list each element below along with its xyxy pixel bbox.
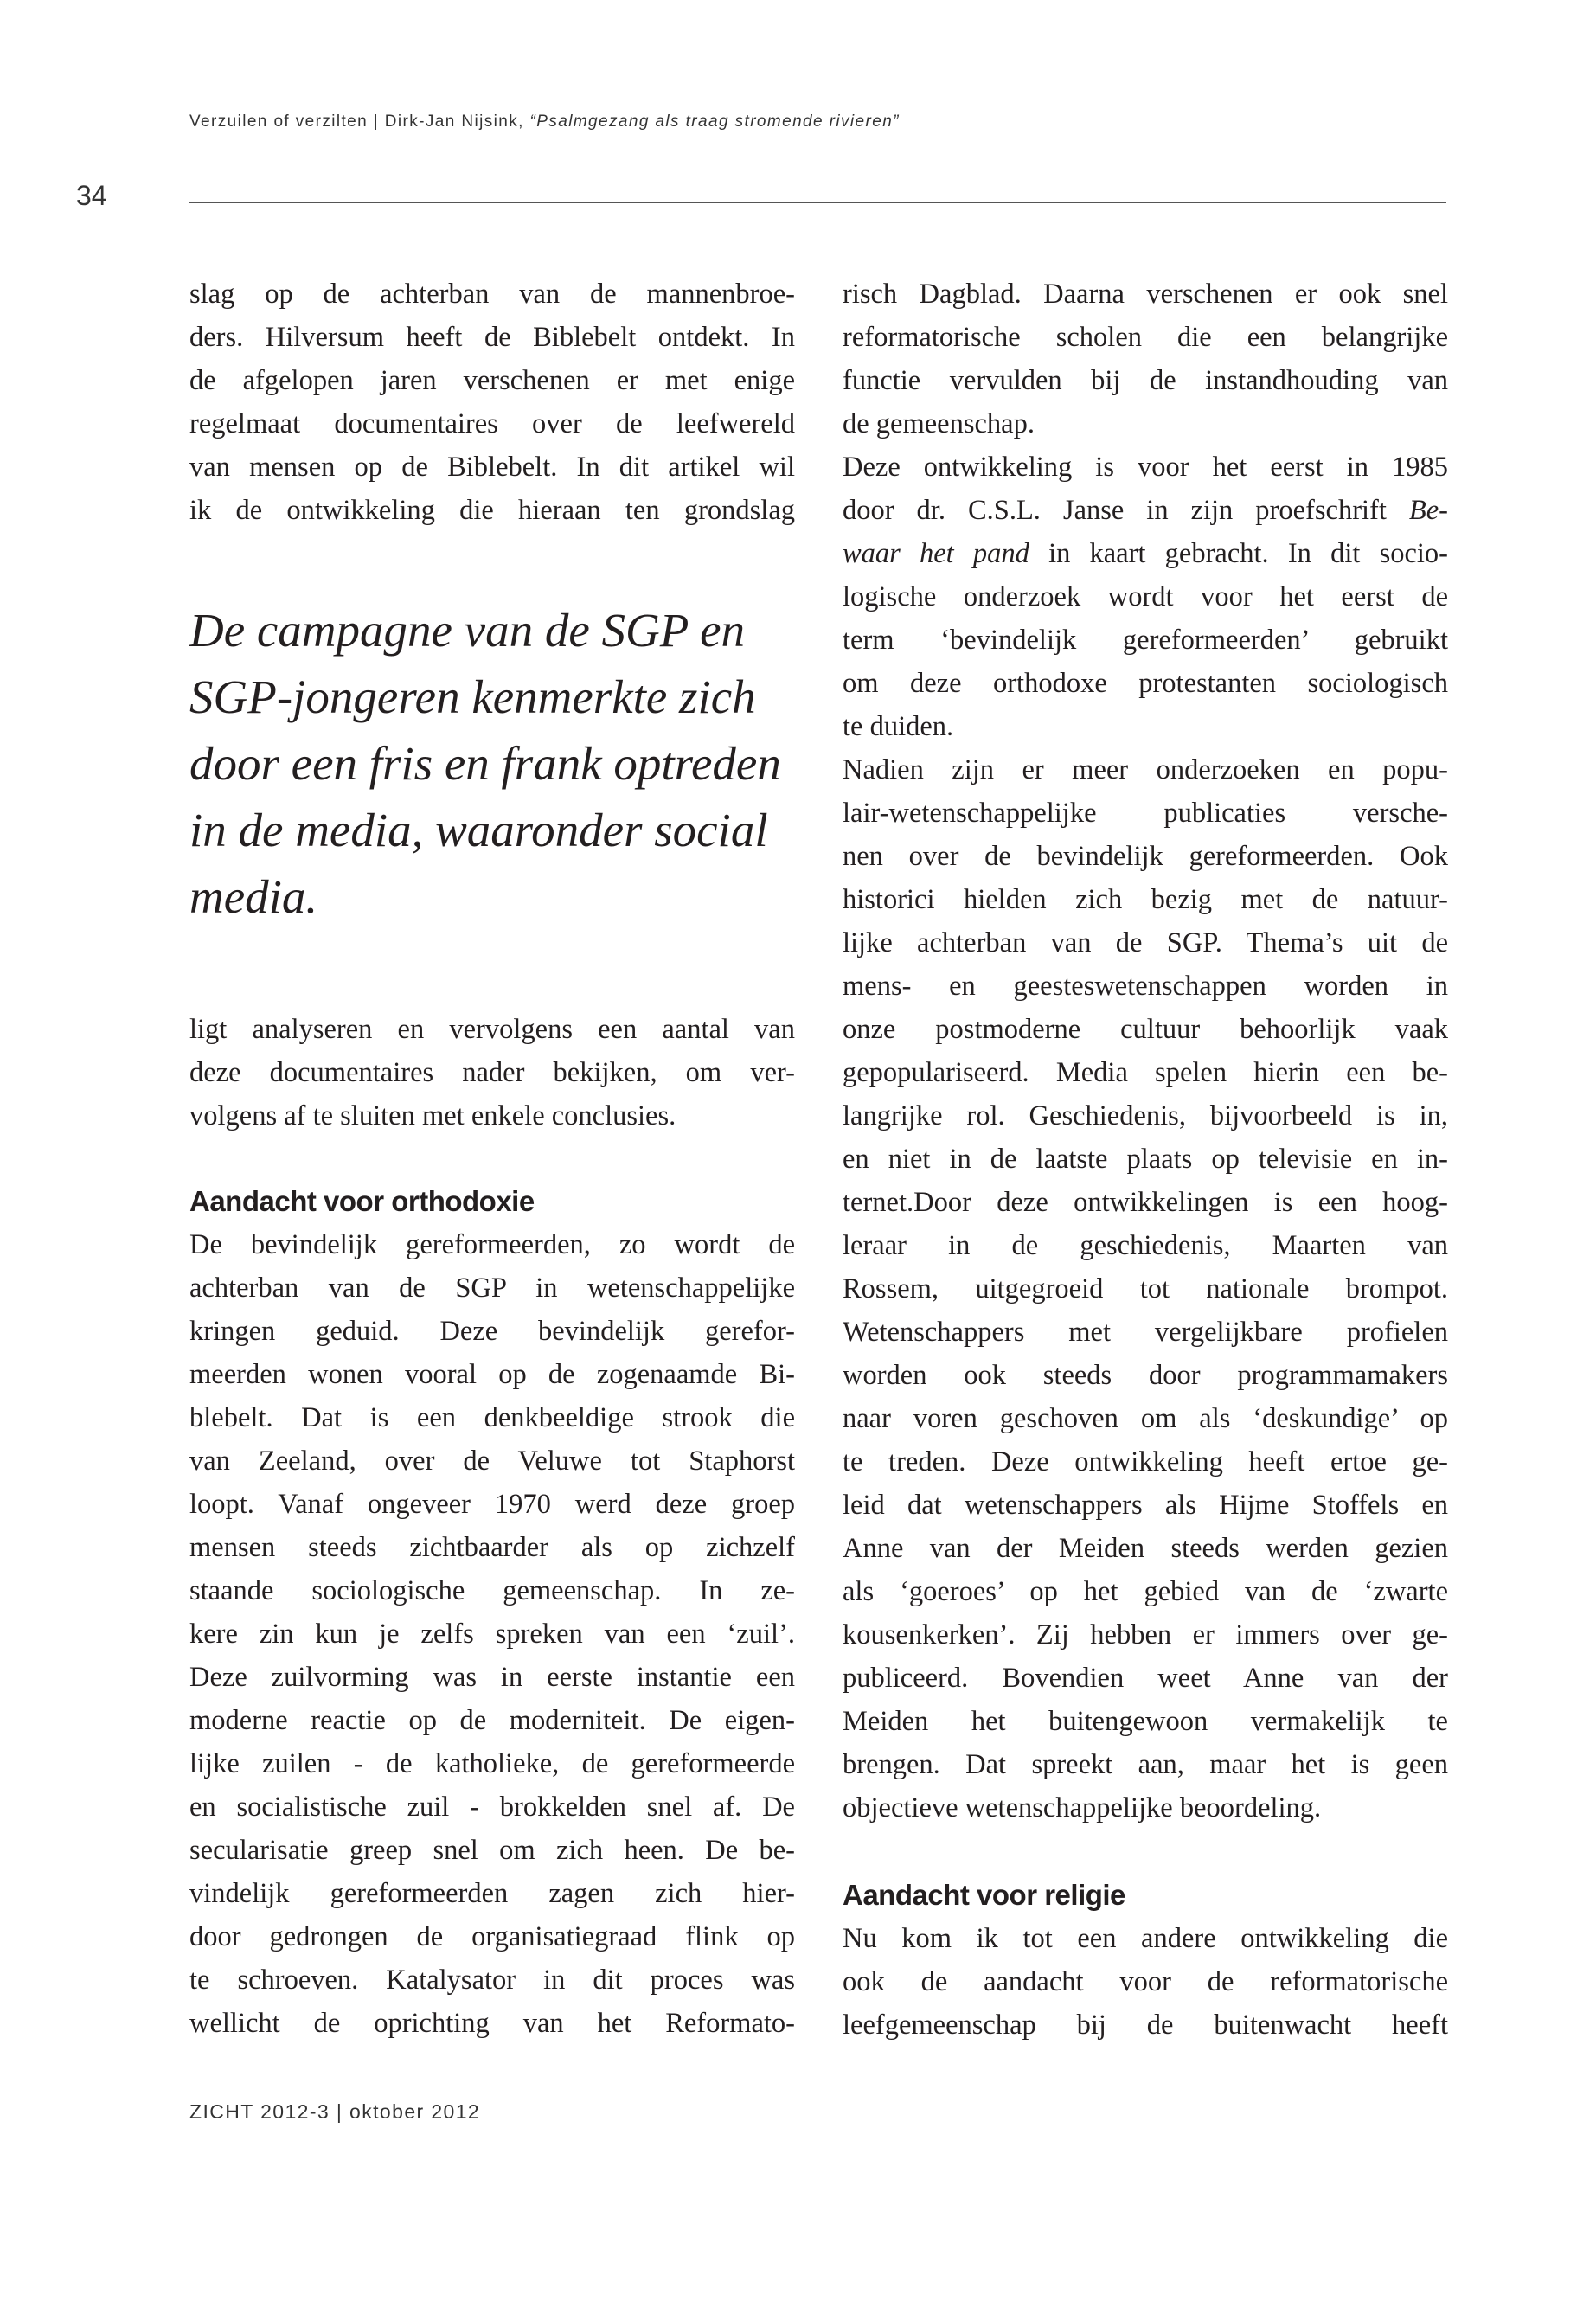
text-line	[843, 445, 1448, 489]
text-line: vindelijk gereformeerden zagen zich hier-	[189, 1878, 795, 1909]
text-line: loopt. Vanaf ongeveer 1970 werd deze groep	[189, 1489, 795, 1520]
line-text: langrijke rol. Geschiedenis, bijvoorbeeld is in,	[843, 1100, 1448, 1131]
text-line	[843, 965, 1448, 1008]
pull-quote-line: De campagne van de SGP en	[189, 604, 745, 657]
text-line: wellicht de oprichting van het Reformato-	[189, 2008, 795, 2039]
text-line: regelmaat documentaires over de leefwereld	[189, 408, 795, 439]
right-column	[843, 272, 1448, 1830]
text-line	[843, 1527, 1448, 1570]
running-header	[189, 112, 900, 131]
line-text: in kaart gebracht. In dit socio-	[1029, 538, 1448, 569]
line-text: onze postmoderne cultuur behoorlijk vaak	[843, 1014, 1448, 1045]
line-text: en niet in de laatste plaats op televisie en in-	[843, 1144, 1448, 1175]
text-line: ik de ontwikkeling die hieraan ten grondslag	[189, 495, 795, 526]
line-text: Wetenschappers met vergelijkbare profielen	[843, 1317, 1448, 1348]
text-line	[843, 575, 1448, 619]
text-line: blebelt. Dat is een denkbeeldige strook die	[189, 1402, 795, 1433]
running-title-italic: “Psalmgezang als traag stromende rivieren”	[529, 112, 900, 131]
text-line	[843, 489, 1448, 532]
section-heading: Aandacht voor orthodoxie	[189, 1185, 535, 1217]
pull-quote-line: door een fris en frank optreden	[189, 737, 781, 790]
header-rule	[189, 202, 1446, 203]
text-line: van mensen op de Biblebelt. In dit artikel wil	[189, 452, 795, 483]
book-title-italic: Be-	[1408, 495, 1448, 526]
running-title: Verzuilen of verzilten | Dirk-Jan Nijsink,	[189, 112, 530, 131]
text-line	[843, 1484, 1448, 1527]
line-text: Meiden het buitengewoon vermakelijk te	[843, 1706, 1448, 1737]
text-line	[843, 1138, 1448, 1181]
line-text: Deze ontwikkeling is voor het eerst in 1985	[843, 452, 1448, 483]
text-line	[843, 1311, 1448, 1354]
text-line: meerden wonen vooral op de zogenaamde Bi-	[189, 1359, 795, 1390]
text-line	[843, 359, 1448, 402]
left-column-continued	[189, 1008, 795, 1138]
line-text: als ‘goeroes’ op het gebied van de ‘zwarte	[843, 1576, 1448, 1607]
text-line	[843, 662, 1448, 705]
text-line	[843, 1354, 1448, 1397]
line-text: risch Dagblad. Daarna verschenen er ook snel	[843, 279, 1448, 310]
text-line	[843, 1743, 1448, 1786]
text-line: slag op de achterban van de mannenbroe-	[189, 279, 795, 310]
text-line	[843, 1397, 1448, 1440]
pull-quote-line: media.	[189, 870, 318, 923]
line-text: om deze orthodoxe protestanten sociologisch	[843, 668, 1448, 699]
line-text: nen over de bevindelijk gereformeerden. Ook	[843, 841, 1448, 872]
line-text: naar voren geschoven om als ‘deskundige’ op	[843, 1403, 1448, 1434]
text-line: deze documentaires nader bekijken, om ver-	[189, 1057, 795, 1088]
line-text: de gemeenschap.	[843, 408, 1035, 439]
text-line: van Zeeland, over de Veluwe tot Staphorst	[189, 1445, 795, 1477]
text-line	[843, 1440, 1448, 1484]
text-line: moderne reactie op de moderniteit. De eigen-	[189, 1705, 795, 1736]
pull-quote	[189, 597, 795, 930]
text-line: ook de aandacht voor de reformatorische	[843, 1966, 1448, 1997]
text-line	[843, 1008, 1448, 1051]
line-text: mens- en geesteswetenschappen worden in	[843, 971, 1448, 1002]
line-text: leid dat wetenschappers als Hijme Stoffels en	[843, 1490, 1448, 1521]
line-text: lair-wetenschappelijke publicaties verschе-	[843, 798, 1448, 829]
text-line	[843, 1094, 1448, 1138]
text-line: secularisatie greep snel om zich heen. De be-	[189, 1835, 795, 1866]
left-column-intro	[189, 272, 795, 532]
text-line	[843, 1051, 1448, 1094]
text-line	[843, 1267, 1448, 1311]
text-line	[843, 402, 1448, 445]
text-line: mensen steeds zichtbaarder als op zichzelf	[189, 1532, 795, 1563]
text-line: De bevindelijk gereformeerden, zo wordt de	[189, 1229, 795, 1260]
text-line: ligt analyseren en vervolgens een aantal van	[189, 1014, 795, 1045]
text-line	[843, 921, 1448, 965]
line-text: historici hielden zich bezig met de natuur-	[843, 884, 1448, 915]
text-line	[843, 1657, 1448, 1700]
line-text: kousenkerken’. Zij hebben er immers over ge-	[843, 1619, 1448, 1650]
line-text: gepopulariseerd. Media spelen hierin een be-	[843, 1057, 1448, 1088]
text-line	[843, 705, 1448, 748]
line-text: Anne van der Meiden steeds werden gezien	[843, 1533, 1448, 1564]
text-line	[843, 748, 1448, 792]
line-text: worden ook steeds door programmamakers	[843, 1360, 1448, 1391]
text-line: volgens af te sluiten met enkele conclusies.	[189, 1100, 676, 1131]
section-religie	[843, 1874, 1448, 2047]
text-line	[843, 1181, 1448, 1224]
text-line: te schroeven. Katalysator in dit proces was	[189, 1965, 795, 1996]
pull-quote-line: in de media, waaronder social	[189, 804, 768, 856]
line-text: term ‘bevindelijk gereformeerden’ gebruikt	[843, 625, 1448, 656]
line-text: Rossem, uitgegroeid tot nationale brompot.	[843, 1273, 1448, 1304]
text-line	[843, 835, 1448, 878]
page-number: 34	[76, 180, 107, 211]
text-line: kere zin kun je zelfs spreken van een ‘zuil’.	[189, 1618, 795, 1650]
text-line: ders. Hilversum heeft de Biblebelt ontdekt. In	[189, 322, 795, 353]
line-text: lijke achterban van de SGP. Thema’s uit de	[843, 927, 1448, 958]
line-text: reformatorische scholen die een belangrijke	[843, 322, 1448, 353]
line-text: te duiden.	[843, 711, 954, 742]
line-text: leraar in de geschiedenis, Maarten van	[843, 1230, 1448, 1261]
text-line: Nu kom ik tot een andere ontwikkeling die	[843, 1923, 1448, 1954]
text-line: leefgemeenschap bij de buitenwacht heeft	[843, 2009, 1448, 2041]
text-line: kringen geduid. Deze bevindelijk gerefor-	[189, 1316, 795, 1347]
text-line	[843, 792, 1448, 835]
text-line	[843, 532, 1448, 575]
text-line	[843, 272, 1448, 316]
footer-issue: ZICHT 2012-3 | oktober 2012	[189, 2100, 481, 2123]
text-line: achterban van de SGP in wetenschappelijke	[189, 1272, 795, 1304]
text-line	[843, 878, 1448, 921]
text-line: de afgelopen jaren verschenen er met enige	[189, 365, 795, 396]
line-text: Nadien zijn er meer onderzoeken en popu-	[843, 754, 1448, 785]
line-text: ternet.Door deze ontwikkelingen is een hoog-	[843, 1187, 1448, 1218]
book-title-italic: waar het pand	[843, 538, 1029, 569]
line-text: door dr. C.S.L. Janse in zijn proefschrift	[843, 495, 1409, 526]
section-heading: Aandacht voor religie	[843, 1879, 1125, 1911]
line-text: brengen. Dat spreekt aan, maar het is geen	[843, 1749, 1448, 1780]
line-text: objectieve wetenschappelijke beoordeling.	[843, 1792, 1322, 1823]
line-text: logische onderzoek wordt voor het eerst de	[843, 581, 1448, 612]
line-text: publiceerd. Bovendien weet Anne van der	[843, 1663, 1448, 1694]
text-line	[843, 1224, 1448, 1267]
text-line	[843, 1570, 1448, 1613]
pull-quote-line: SGP-jongeren kenmerkte zich	[189, 670, 756, 723]
text-line	[843, 619, 1448, 662]
text-line	[843, 1786, 1448, 1830]
text-line	[843, 1700, 1448, 1743]
text-line	[843, 1613, 1448, 1657]
text-line: door gedrongen de organisatiegraad flink op	[189, 1921, 795, 1952]
line-text: functie vervulden bij de instandhouding van	[843, 365, 1448, 396]
text-line: Deze zuilvorming was in eerste instantie een	[189, 1662, 795, 1693]
text-line: en socialistische zuil - brokkelden snel af. De	[189, 1791, 795, 1823]
text-line: staande sociologische gemeenschap. In ze-	[189, 1575, 795, 1606]
section-orthodoxie	[189, 1180, 795, 2045]
line-text: te treden. Deze ontwikkeling heeft ertoe ge-	[843, 1446, 1448, 1477]
text-line: lijke zuilen - de katholieke, de gereformeerde	[189, 1748, 795, 1779]
text-line	[843, 316, 1448, 359]
